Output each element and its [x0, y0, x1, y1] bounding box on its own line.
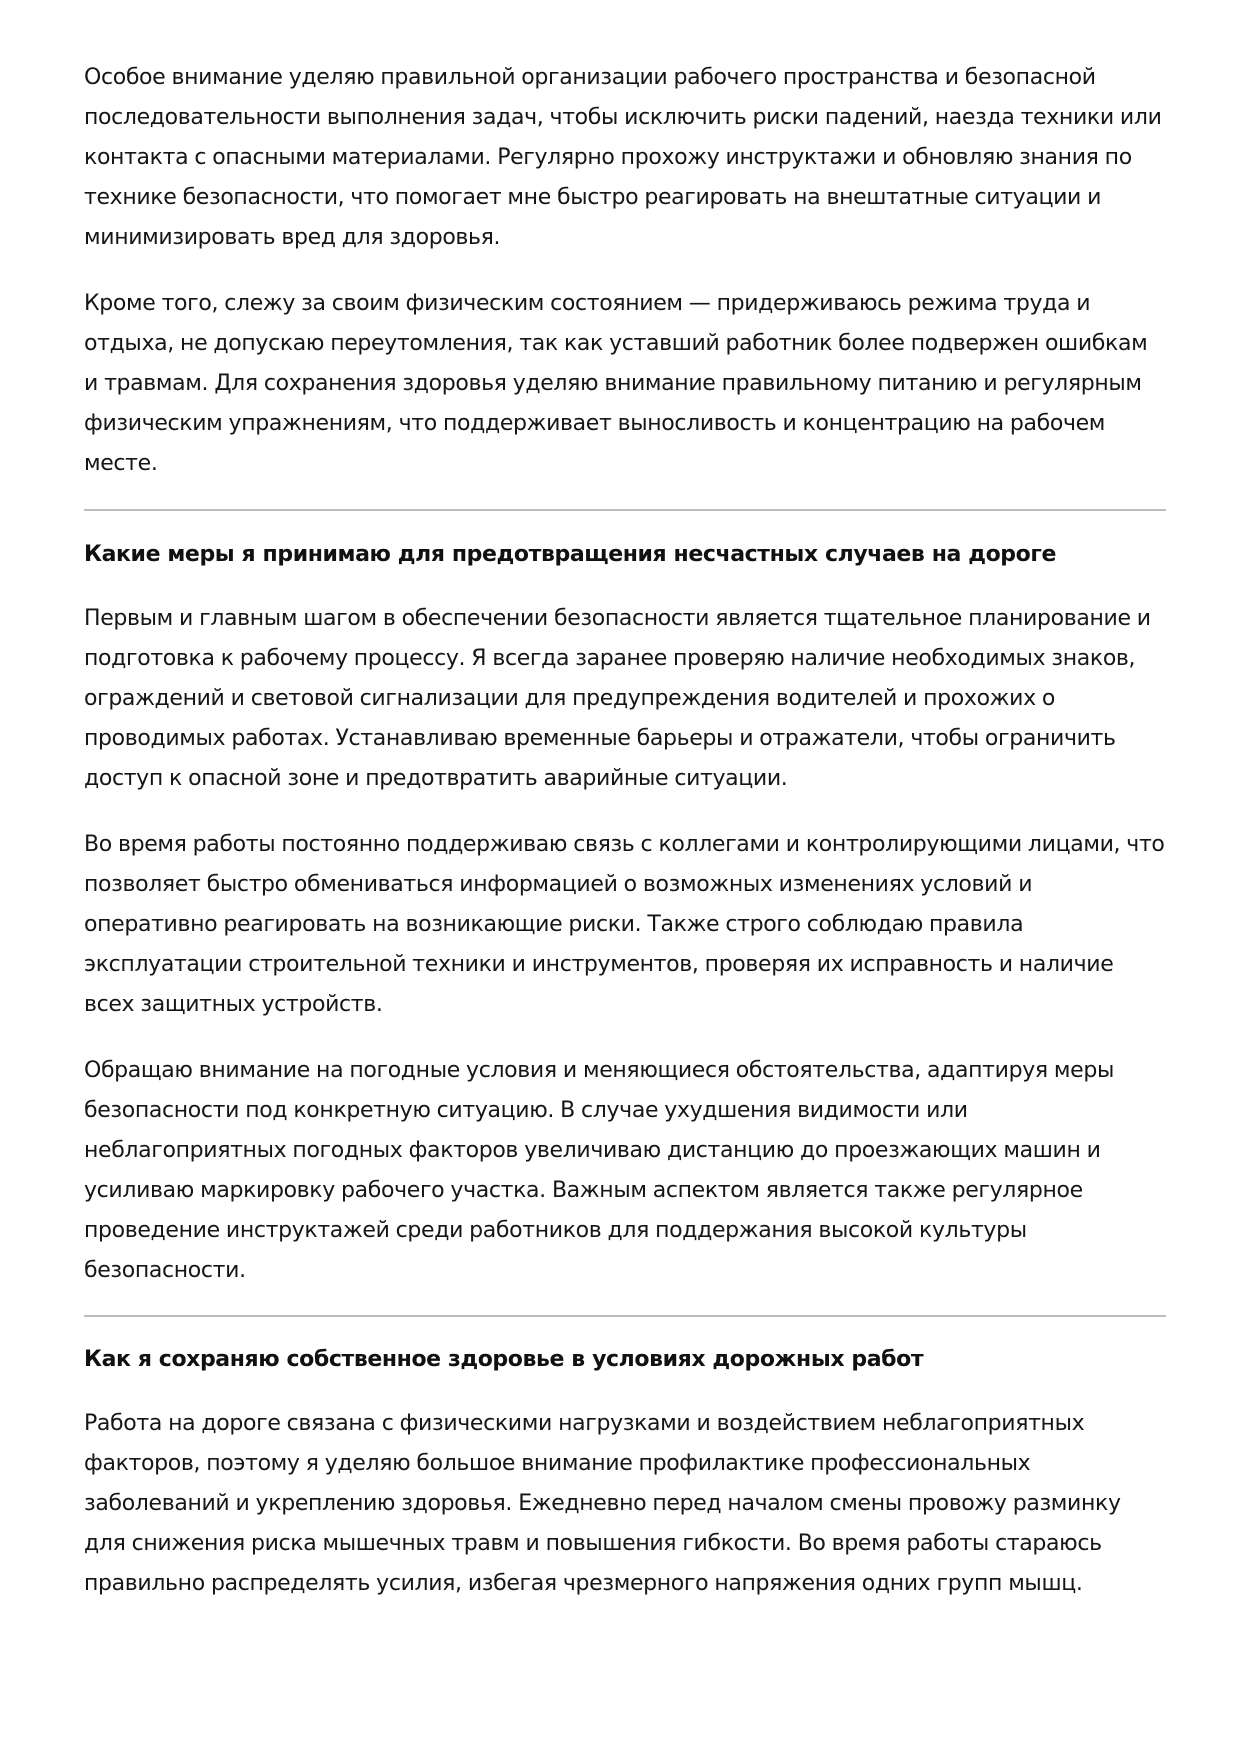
health-heading: Как я сохраняю собственное здоровье в условиях дорожных работ	[84, 1347, 924, 1372]
health-section	[84, 1340, 1166, 1604]
intro-paragraph-1: Особое внимание уделяю правильной организации рабочего пространства и безопасной последовательности выполнения задач, чтобы исключить риски падений, наезда техники или контакта с опасными материалами. Регулярно прохожу инструктажи и обновляю знания по технике безопасности, что помогает мне быстро реагировать на внештатные ситуации и минимизировать вред для здоровья.	[84, 65, 1162, 250]
accidents-paragraph-1: Первым и главным шагом в обеспечении безопасности является тщательное планирование и подготовка к рабочему процессу. Я всегда заранее проверяю наличие необходимых знаков, ограждений и световой сигнализации для предупреждения водителей и прохожих о проводимых работах. Устанавливаю временные барьеры и отражатели, чтобы ограничить доступ к опасной зоне и предотвратить аварийные ситуации.	[84, 606, 1151, 791]
health-paragraph-1: Работа на дороге связана с физическими нагрузками и воздействием неблагоприятных факторов, поэтому я уделяю большое внимание профилактике профессиональных заболеваний и укреплению здоровья. Ежедневно перед началом смены провожу разминку для снижения риска мышечных травм и повышения гибкости. Во время работы стараюсь правильно распределять усилия, избегая чрезмерного напряжения одних групп мышц.	[84, 1411, 1121, 1596]
accidents-section	[84, 535, 1166, 1291]
intro-section	[84, 58, 1166, 484]
accidents-heading: Какие меры я принимаю для предотвращения несчастных случаев на дороге	[84, 542, 1056, 567]
accidents-paragraph-2: Во время работы постоянно поддерживаю связь с коллегами и контролирующими лицами, что позволяет быстро обмениваться информацией о возможных изменениях условий и оперативно реагировать на возникающие риски. Также строго соблюдаю правила эксплуатации строительной техники и инструментов, проверяя их исправность и наличие всех защитных устройств.	[84, 832, 1165, 1017]
section-divider	[84, 1315, 1166, 1317]
document-page	[84, 58, 1166, 1604]
section-divider	[84, 509, 1166, 511]
accidents-paragraph-3: Обращаю внимание на погодные условия и меняющиеся обстоятельства, адаптируя меры безопасности под конкретную ситуацию. В случае ухудшения видимости или неблагоприятных погодных факторов увеличиваю дистанцию до проезжающих машин и усиливаю маркировку рабочего участка. Важным аспектом является также регулярное проведение инструктажей среди работников для поддержания высокой культуры безопасности.	[84, 1058, 1114, 1283]
intro-paragraph-2: Кроме того, слежу за своим физическим состоянием — придерживаюсь режима труда и отдыха, не допускаю переутомления, так как уставший работник более подвержен ошибкам и травмам. Для сохранения здоровья уделяю внимание правильному питанию и регулярным физическим упражнениям, что поддерживает выносливость и концентрацию на рабочем месте.	[84, 291, 1148, 476]
